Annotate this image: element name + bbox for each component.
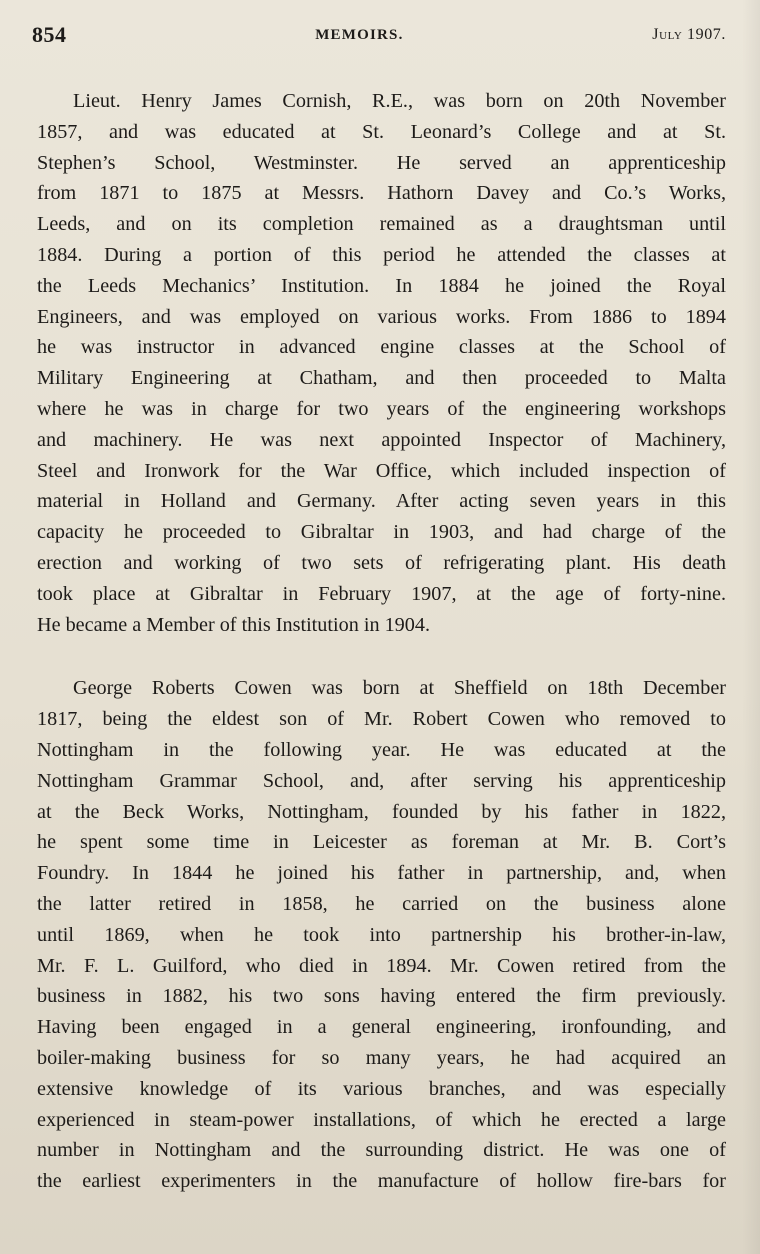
text-line: where he was in charge for two years of the engineering workshops <box>37 397 726 420</box>
text-line: 1884. During a portion of this period he attended the classes at <box>37 243 726 266</box>
running-head: MEMOIRS. <box>315 26 404 43</box>
text-line: Mr. F. L. Guilford, who died in 1894. Mr. Cowen retired from the <box>37 954 726 977</box>
text-line: 1817, being the eldest son of Mr. Robert Cowen who removed to <box>37 708 726 731</box>
text-line: Leeds, and on its completion remained as a draughtsman until <box>37 213 726 236</box>
memoir-content <box>37 86 726 1197</box>
page-edge-shadow <box>742 0 760 1254</box>
text-line: 1857, and was educated at St. Leonard’s College and at St. <box>37 120 726 143</box>
text-line: extensive knowledge of its various branches, and was especially <box>37 1077 726 1100</box>
text-line: Military Engineering at Chatham, and then proceeded to Malta <box>37 367 726 390</box>
text-line: Engineers, and was employed on various works. From 1886 to 1894 <box>37 305 726 328</box>
text-line: number in Nottingham and the surrounding district. He was one of <box>37 1139 726 1162</box>
text-line: Nottingham in the following year. He was educated at the <box>37 738 726 761</box>
text-line: Nottingham Grammar School, and, after serving his apprenticeship <box>37 769 726 792</box>
page-number: 854 <box>32 22 67 47</box>
text-line: he spent some time in Leicester as foreman at Mr. B. Cort’s <box>37 831 726 854</box>
text-line: Steel and Ironwork for the War Office, which included inspection of <box>37 459 726 482</box>
text-line: took place at Gibraltar in February 1907, at the age of forty-nine. <box>37 582 726 605</box>
text-line: at the Beck Works, Nottingham, founded by his father in 1822, <box>37 800 726 823</box>
text-line: erection and working of two sets of refrigerating plant. His death <box>37 551 726 574</box>
text-line: George Roberts Cowen was born at Sheffield on 18th December <box>73 677 726 700</box>
page-header <box>32 18 726 52</box>
text-line: and machinery. He was next appointed Inspector of Machinery, <box>37 428 726 451</box>
text-line: experienced in steam-power installations, of which he erected a large <box>37 1108 726 1131</box>
memoir-henry-james-cornish <box>37 86 726 640</box>
text-line: business in 1882, his two sons having entered the firm previously. <box>37 985 726 1008</box>
text-line: Having been engaged in a general engineering, ironfounding, and <box>37 1016 726 1039</box>
text-line: until 1869, when he took into partnership his brother-in-law, <box>37 923 726 946</box>
text-line: from 1871 to 1875 at Messrs. Hathorn Davey and Co.’s Works, <box>37 182 726 205</box>
text-line: he was instructor in advanced engine classes at the School of <box>37 336 726 359</box>
text-line: Foundry. In 1844 he joined his father in partnership, and, when <box>37 862 726 885</box>
text-line: He became a Member of this Institution in 1904. <box>37 613 431 636</box>
text-line: the earliest experimenters in the manufacture of hollow fire-bars for <box>37 1170 726 1193</box>
text-line: material in Holland and Germany. After acting seven years in this <box>37 490 726 513</box>
text-line: capacity he proceeded to Gibraltar in 1903, and had charge of the <box>37 521 726 544</box>
text-line: the Leeds Mechanics’ Institution. In 1884 he joined the Royal <box>37 274 726 297</box>
memoir-george-roberts-cowen <box>37 673 726 1197</box>
text-line: Stephen’s School, Westminster. He served an apprenticeship <box>37 151 726 174</box>
text-line: boiler-making business for so many years, he had acquired an <box>37 1046 726 1069</box>
header-date: July 1907. <box>652 26 726 43</box>
text-line: the latter retired in 1858, he carried on the business alone <box>37 892 726 915</box>
text-line: Lieut. Henry James Cornish, R.E., was born on 20th November <box>73 90 726 112</box>
